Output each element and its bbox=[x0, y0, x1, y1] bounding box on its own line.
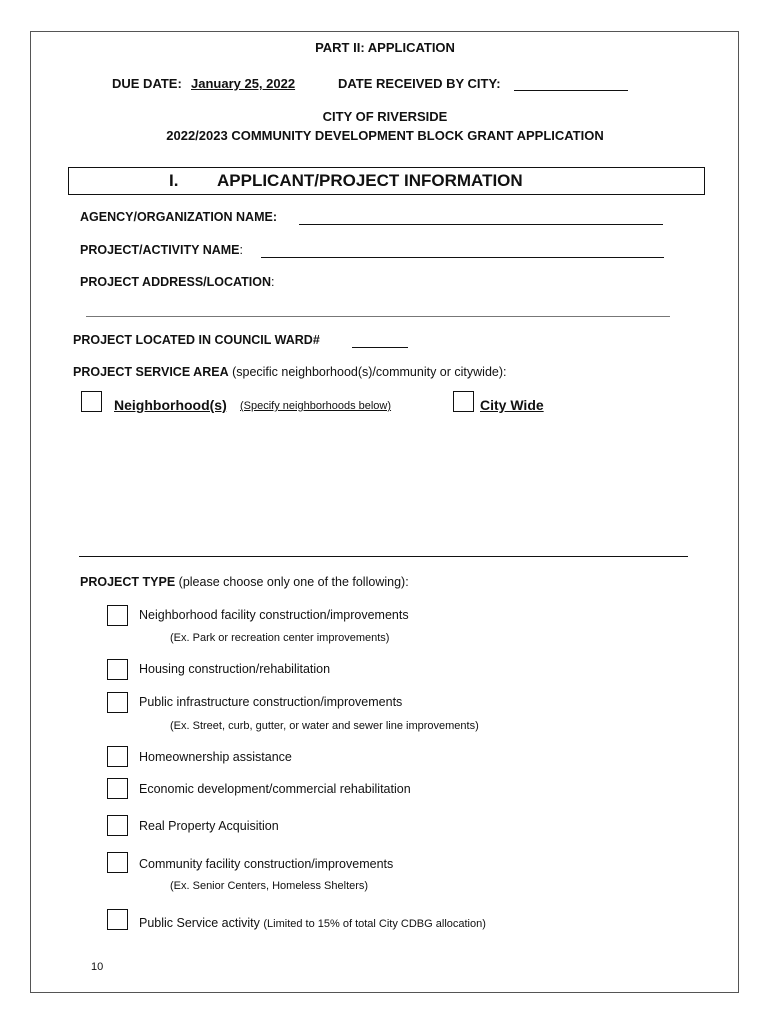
option-checkbox-homeownership[interactable] bbox=[107, 746, 128, 767]
council-ward-field[interactable] bbox=[352, 347, 408, 348]
city-name: CITY OF RIVERSIDE bbox=[322, 109, 448, 124]
option-checkbox-public-service[interactable] bbox=[107, 909, 128, 930]
section-number: I. bbox=[169, 171, 179, 190]
citywide-checkbox[interactable] bbox=[453, 391, 474, 412]
option-checkbox-economic-development[interactable] bbox=[107, 778, 128, 799]
page-number: 10 bbox=[91, 961, 104, 973]
option-label-housing: Housing construction/rehabilitation bbox=[139, 662, 331, 676]
agency-name-field[interactable] bbox=[299, 224, 663, 225]
option-label-neighborhood-facility: Neighborhood facility construction/improvements bbox=[139, 608, 409, 622]
option-label-homeownership: Homeownership assistance bbox=[139, 750, 292, 764]
option-checkbox-public-infrastructure[interactable] bbox=[107, 692, 128, 713]
project-address-field[interactable] bbox=[86, 316, 670, 317]
neighborhood-checkbox[interactable] bbox=[81, 391, 102, 412]
option-label-community-facility: Community facility construction/improvements bbox=[139, 857, 394, 871]
date-received-field[interactable] bbox=[514, 90, 628, 91]
neighborhood-note: (Specify neighborhoods below) bbox=[240, 400, 392, 412]
option-label-public-service: Public Service activity (Limited to 15% of total City CDBG allocation) bbox=[139, 916, 486, 930]
program-title: 2022/2023 COMMUNITY DEVELOPMENT BLOCK GRANT APPLICATION bbox=[166, 128, 604, 143]
council-ward-label: PROJECT LOCATED IN COUNCIL WARD# bbox=[73, 333, 320, 347]
option-example-community-facility: (Ex. Senior Centers, Homeless Shelters) bbox=[170, 880, 369, 892]
option-checkbox-housing[interactable] bbox=[107, 659, 128, 680]
project-address-label: PROJECT ADDRESS/LOCATION: bbox=[80, 275, 275, 289]
option-example-neighborhood-facility: (Ex. Park or recreation center improvements) bbox=[170, 632, 390, 644]
option-checkbox-real-property[interactable] bbox=[107, 815, 128, 836]
agency-name-label: AGENCY/ORGANIZATION NAME: bbox=[80, 210, 277, 224]
project-type-label: PROJECT TYPE (please choose only one of the following): bbox=[80, 575, 409, 589]
due-date-value: January 25, 2022 bbox=[191, 76, 296, 91]
section-title: APPLICANT/PROJECT INFORMATION bbox=[217, 171, 523, 190]
option-label-public-infrastructure: Public infrastructure construction/improvements bbox=[139, 695, 403, 709]
neighborhoods-field[interactable] bbox=[79, 556, 688, 557]
option-label-economic-development: Economic development/commercial rehabilitation bbox=[139, 782, 411, 796]
section-header-box bbox=[68, 167, 705, 195]
option-example-public-infrastructure: (Ex. Street, curb, gutter, or water and sewer line improvements) bbox=[170, 720, 479, 732]
part-title: PART II: APPLICATION bbox=[315, 40, 455, 55]
project-name-label: PROJECT/ACTIVITY NAME: bbox=[80, 243, 243, 257]
option-checkbox-community-facility[interactable] bbox=[107, 852, 128, 873]
neighborhood-label: Neighborhood(s) bbox=[114, 397, 227, 413]
due-date-label: DUE DATE: bbox=[112, 76, 182, 91]
service-area-label: PROJECT SERVICE AREA (specific neighborhood(s)/community or citywide): bbox=[73, 365, 507, 379]
citywide-label: City Wide bbox=[480, 397, 544, 413]
option-label-real-property: Real Property Acquisition bbox=[139, 819, 279, 833]
project-name-field[interactable] bbox=[261, 257, 664, 258]
option-checkbox-neighborhood-facility[interactable] bbox=[107, 605, 128, 626]
date-received-label: DATE RECEIVED BY CITY: bbox=[338, 76, 501, 91]
